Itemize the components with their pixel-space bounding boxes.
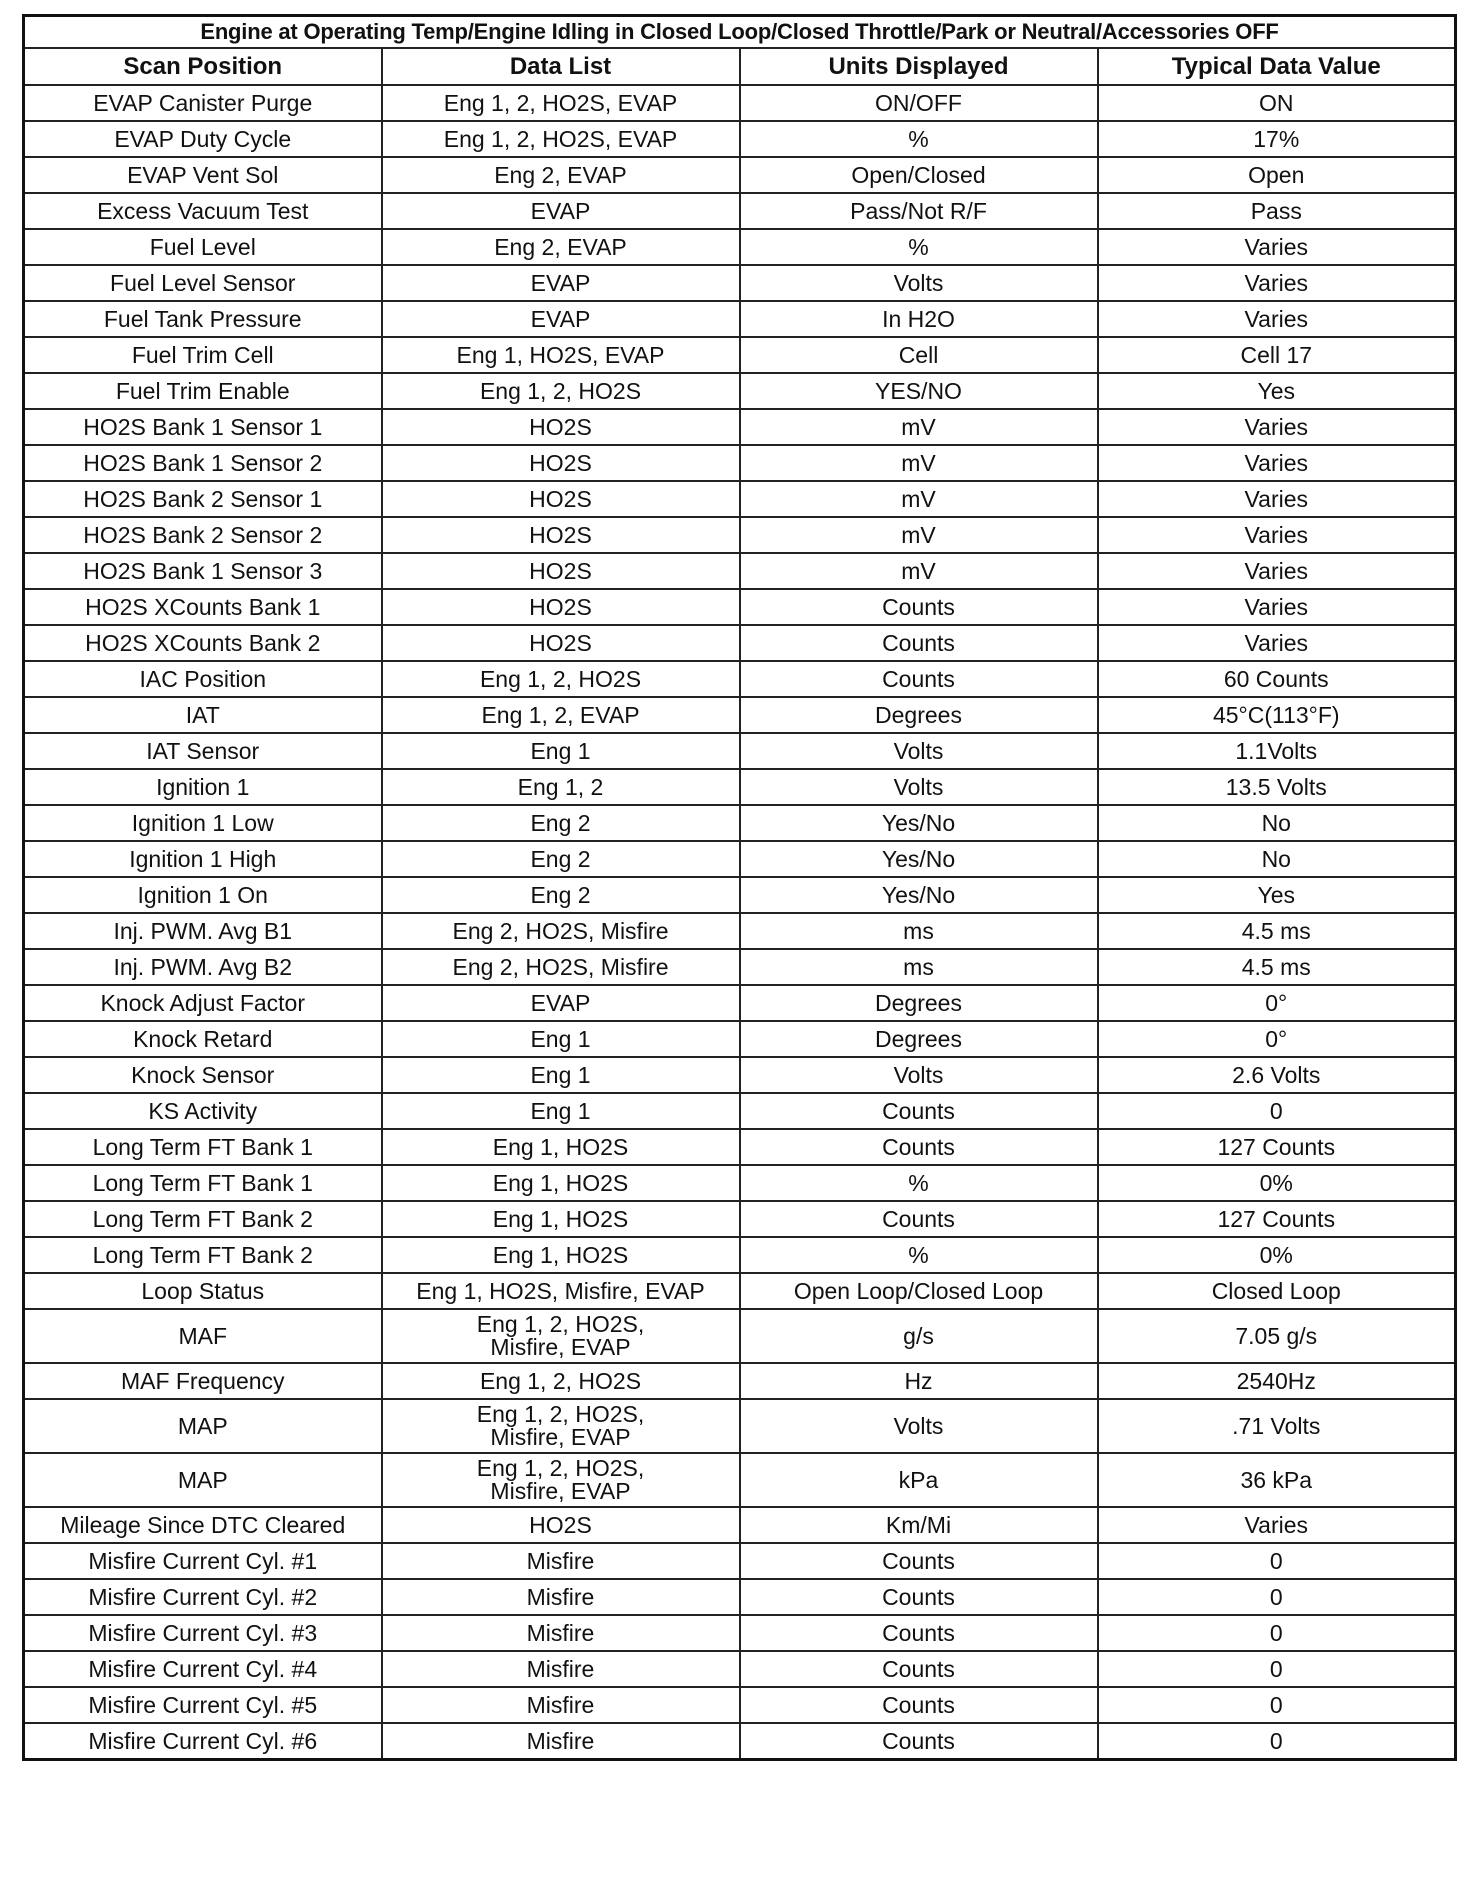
cell-scan-position: HO2S Bank 2 Sensor 1 (24, 481, 382, 517)
table-row (24, 1129, 1456, 1165)
cell-scan-position: KS Activity (24, 1093, 382, 1129)
cell-scan-position: MAF (24, 1309, 382, 1363)
cell-data-list: Eng 1 (382, 1021, 740, 1057)
table-row (24, 877, 1456, 913)
cell-scan-position: Misfire Current Cyl. #2 (24, 1579, 382, 1615)
table-title-row (24, 16, 1456, 49)
cell-typical-data-value: 127 Counts (1098, 1129, 1456, 1165)
cell-data-list: Eng 1 (382, 733, 740, 769)
document-page (22, 14, 1454, 1761)
cell-units-displayed: ms (740, 913, 1098, 949)
table-row (24, 697, 1456, 733)
cell-units-displayed: Counts (740, 1579, 1098, 1615)
cell-typical-data-value: Varies (1098, 409, 1456, 445)
cell-units-displayed: Yes/No (740, 841, 1098, 877)
cell-units-displayed: Cell (740, 337, 1098, 373)
cell-scan-position: Knock Sensor (24, 1057, 382, 1093)
cell-units-displayed: mV (740, 409, 1098, 445)
table-row (24, 1453, 1456, 1507)
table-row (24, 1237, 1456, 1273)
cell-typical-data-value: 0 (1098, 1093, 1456, 1129)
cell-typical-data-value: Varies (1098, 1507, 1456, 1543)
cell-scan-position: HO2S XCounts Bank 1 (24, 589, 382, 625)
cell-units-displayed: Open/Closed (740, 157, 1098, 193)
cell-data-list: Eng 1, HO2S (382, 1165, 740, 1201)
table-header-row (24, 48, 1456, 85)
cell-units-displayed: Degrees (740, 1021, 1098, 1057)
table-row (24, 1093, 1456, 1129)
cell-typical-data-value: 4.5 ms (1098, 913, 1456, 949)
cell-units-displayed: % (740, 1237, 1098, 1273)
cell-typical-data-value: Varies (1098, 445, 1456, 481)
cell-scan-position: Fuel Level Sensor (24, 265, 382, 301)
table-row (24, 985, 1456, 1021)
cell-typical-data-value: 2540Hz (1098, 1363, 1456, 1399)
table-row (24, 301, 1456, 337)
cell-units-displayed: % (740, 1165, 1098, 1201)
cell-data-list: Misfire (382, 1687, 740, 1723)
cell-scan-position: EVAP Vent Sol (24, 157, 382, 193)
cell-data-list: HO2S (382, 481, 740, 517)
cell-typical-data-value: Pass (1098, 193, 1456, 229)
cell-scan-position: HO2S Bank 1 Sensor 2 (24, 445, 382, 481)
table-row (24, 1309, 1456, 1363)
cell-scan-position: Misfire Current Cyl. #5 (24, 1687, 382, 1723)
cell-typical-data-value: Closed Loop (1098, 1273, 1456, 1309)
cell-typical-data-value: 13.5 Volts (1098, 769, 1456, 805)
cell-units-displayed: g/s (740, 1309, 1098, 1363)
cell-data-list: Eng 1, HO2S (382, 1201, 740, 1237)
table-row (24, 625, 1456, 661)
cell-typical-data-value: Varies (1098, 229, 1456, 265)
cell-units-displayed: kPa (740, 1453, 1098, 1507)
table-row (24, 1021, 1456, 1057)
cell-typical-data-value: 60 Counts (1098, 661, 1456, 697)
cell-units-displayed: ms (740, 949, 1098, 985)
cell-data-list: HO2S (382, 553, 740, 589)
cell-data-list: Eng 1 (382, 1093, 740, 1129)
table-title: Engine at Operating Temp/Engine Idling in Closed Loop/Closed Throttle/Park or Neutral/Accessories OFF (24, 16, 1456, 49)
table-row (24, 1057, 1456, 1093)
table-row (24, 589, 1456, 625)
cell-typical-data-value: Varies (1098, 301, 1456, 337)
scan-data-table (22, 14, 1457, 1761)
table-row (24, 373, 1456, 409)
cell-typical-data-value: 0 (1098, 1579, 1456, 1615)
cell-typical-data-value: Varies (1098, 265, 1456, 301)
cell-scan-position: Knock Retard (24, 1021, 382, 1057)
cell-typical-data-value: Varies (1098, 517, 1456, 553)
cell-data-list: Eng 1, HO2S (382, 1129, 740, 1165)
table-row (24, 481, 1456, 517)
table-row (24, 337, 1456, 373)
cell-data-list (382, 1453, 740, 1507)
cell-units-displayed: Volts (740, 733, 1098, 769)
cell-data-list: Eng 2 (382, 841, 740, 877)
cell-typical-data-value: 0 (1098, 1651, 1456, 1687)
cell-typical-data-value: Varies (1098, 625, 1456, 661)
table-row (24, 1507, 1456, 1543)
cell-scan-position: Long Term FT Bank 1 (24, 1165, 382, 1201)
cell-scan-position: Excess Vacuum Test (24, 193, 382, 229)
cell-units-displayed: Counts (740, 1615, 1098, 1651)
cell-scan-position: HO2S Bank 1 Sensor 1 (24, 409, 382, 445)
cell-data-list: Eng 1, 2, EVAP (382, 697, 740, 733)
table-row (24, 805, 1456, 841)
cell-scan-position: Misfire Current Cyl. #6 (24, 1723, 382, 1760)
data-list-line: Misfire, EVAP (490, 1478, 631, 1504)
cell-scan-position: Ignition 1 On (24, 877, 382, 913)
cell-typical-data-value: Varies (1098, 553, 1456, 589)
cell-typical-data-value: No (1098, 805, 1456, 841)
cell-typical-data-value: Open (1098, 157, 1456, 193)
table-body (24, 85, 1456, 1760)
data-list-line: Eng 1, 2, HO2S, (476, 1455, 645, 1481)
cell-data-list: Misfire (382, 1651, 740, 1687)
cell-units-displayed: mV (740, 445, 1098, 481)
cell-scan-position: Long Term FT Bank 2 (24, 1201, 382, 1237)
cell-units-displayed: mV (740, 553, 1098, 589)
cell-typical-data-value: Varies (1098, 481, 1456, 517)
cell-data-list: Eng 1, HO2S, EVAP (382, 337, 740, 373)
cell-typical-data-value: 7.05 g/s (1098, 1309, 1456, 1363)
table-row (24, 121, 1456, 157)
cell-units-displayed: Counts (740, 1723, 1098, 1760)
cell-data-list (382, 1309, 740, 1363)
cell-data-list: Eng 1, 2, HO2S, EVAP (382, 85, 740, 121)
cell-units-displayed: In H2O (740, 301, 1098, 337)
cell-units-displayed: Volts (740, 265, 1098, 301)
table-row (24, 553, 1456, 589)
table-row (24, 1723, 1456, 1760)
cell-data-list: EVAP (382, 985, 740, 1021)
cell-units-displayed: Volts (740, 1399, 1098, 1453)
cell-scan-position: Knock Adjust Factor (24, 985, 382, 1021)
cell-units-displayed: % (740, 121, 1098, 157)
cell-units-displayed: Degrees (740, 985, 1098, 1021)
table-row (24, 1201, 1456, 1237)
cell-scan-position: EVAP Canister Purge (24, 85, 382, 121)
table-row (24, 229, 1456, 265)
cell-units-displayed: Counts (740, 1201, 1098, 1237)
cell-units-displayed: Yes/No (740, 805, 1098, 841)
table-row (24, 733, 1456, 769)
cell-scan-position: Inj. PWM. Avg B1 (24, 913, 382, 949)
data-list-line: Eng 1, 2, HO2S, (476, 1311, 645, 1337)
cell-units-displayed: mV (740, 517, 1098, 553)
table-row (24, 841, 1456, 877)
cell-scan-position: Misfire Current Cyl. #3 (24, 1615, 382, 1651)
table-row (24, 409, 1456, 445)
cell-scan-position: HO2S Bank 2 Sensor 2 (24, 517, 382, 553)
cell-data-list: Eng 1, 2, HO2S (382, 661, 740, 697)
cell-typical-data-value: ON (1098, 85, 1456, 121)
cell-data-list: Eng 1, 2, HO2S (382, 373, 740, 409)
cell-scan-position: HO2S Bank 1 Sensor 3 (24, 553, 382, 589)
cell-data-list: Eng 1, HO2S, Misfire, EVAP (382, 1273, 740, 1309)
table-row (24, 265, 1456, 301)
cell-typical-data-value: Cell 17 (1098, 337, 1456, 373)
table-row (24, 85, 1456, 121)
header-typical-data-value: Typical Data Value (1098, 48, 1456, 85)
cell-data-list: HO2S (382, 445, 740, 481)
data-list-line: Misfire, EVAP (490, 1424, 631, 1450)
table-row (24, 445, 1456, 481)
cell-typical-data-value: 0 (1098, 1723, 1456, 1760)
cell-data-list: Eng 1, 2, HO2S, EVAP (382, 121, 740, 157)
cell-typical-data-value: 0° (1098, 1021, 1456, 1057)
table-row (24, 157, 1456, 193)
cell-typical-data-value: 36 kPa (1098, 1453, 1456, 1507)
cell-units-displayed: Counts (740, 661, 1098, 697)
cell-scan-position: MAP (24, 1453, 382, 1507)
cell-units-displayed: ON/OFF (740, 85, 1098, 121)
cell-scan-position: MAP (24, 1399, 382, 1453)
table-row (24, 1651, 1456, 1687)
header-scan-position: Scan Position (24, 48, 382, 85)
cell-data-list: Eng 2 (382, 805, 740, 841)
cell-units-displayed: Yes/No (740, 877, 1098, 913)
cell-data-list: Eng 1, HO2S (382, 1237, 740, 1273)
cell-typical-data-value: 127 Counts (1098, 1201, 1456, 1237)
cell-data-list: Eng 2, HO2S, Misfire (382, 913, 740, 949)
cell-units-displayed: Hz (740, 1363, 1098, 1399)
cell-data-list: Eng 2, EVAP (382, 157, 740, 193)
data-list-line: Eng 1, 2, HO2S, (476, 1401, 645, 1427)
cell-typical-data-value: 1.1Volts (1098, 733, 1456, 769)
cell-scan-position: Mileage Since DTC Cleared (24, 1507, 382, 1543)
cell-units-displayed: Counts (740, 1687, 1098, 1723)
cell-data-list: Eng 1, 2 (382, 769, 740, 805)
cell-scan-position: IAT (24, 697, 382, 733)
cell-scan-position: Fuel Trim Enable (24, 373, 382, 409)
cell-scan-position: Fuel Tank Pressure (24, 301, 382, 337)
cell-units-displayed: Counts (740, 1129, 1098, 1165)
cell-units-displayed: Km/Mi (740, 1507, 1098, 1543)
cell-data-list: Eng 1, 2, HO2S (382, 1363, 740, 1399)
cell-scan-position: Misfire Current Cyl. #1 (24, 1543, 382, 1579)
cell-units-displayed: Counts (740, 625, 1098, 661)
cell-units-displayed: Open Loop/Closed Loop (740, 1273, 1098, 1309)
cell-scan-position: Fuel Trim Cell (24, 337, 382, 373)
table-row (24, 1615, 1456, 1651)
cell-data-list: HO2S (382, 589, 740, 625)
cell-scan-position: EVAP Duty Cycle (24, 121, 382, 157)
cell-data-list: Misfire (382, 1579, 740, 1615)
cell-data-list: Eng 2 (382, 877, 740, 913)
cell-scan-position: Long Term FT Bank 1 (24, 1129, 382, 1165)
cell-units-displayed: Degrees (740, 697, 1098, 733)
cell-units-displayed: % (740, 229, 1098, 265)
cell-scan-position: Ignition 1 High (24, 841, 382, 877)
table-row (24, 517, 1456, 553)
table-row (24, 1363, 1456, 1399)
cell-data-list: EVAP (382, 193, 740, 229)
table-row (24, 661, 1456, 697)
cell-typical-data-value: 0 (1098, 1615, 1456, 1651)
cell-data-list: Misfire (382, 1543, 740, 1579)
table-row (24, 1579, 1456, 1615)
cell-typical-data-value: 0% (1098, 1237, 1456, 1273)
cell-data-list: HO2S (382, 1507, 740, 1543)
cell-scan-position: MAF Frequency (24, 1363, 382, 1399)
table-row (24, 1687, 1456, 1723)
cell-typical-data-value: Yes (1098, 373, 1456, 409)
table-row (24, 1165, 1456, 1201)
table-row (24, 949, 1456, 985)
table-row (24, 1273, 1456, 1309)
cell-units-displayed: Volts (740, 1057, 1098, 1093)
cell-units-displayed: Counts (740, 1543, 1098, 1579)
cell-scan-position: Inj. PWM. Avg B2 (24, 949, 382, 985)
cell-data-list: Eng 2, EVAP (382, 229, 740, 265)
cell-units-displayed: Counts (740, 1651, 1098, 1687)
cell-scan-position: Misfire Current Cyl. #4 (24, 1651, 382, 1687)
data-list-line: Misfire, EVAP (490, 1334, 631, 1360)
cell-typical-data-value: 0° (1098, 985, 1456, 1021)
cell-scan-position: Ignition 1 (24, 769, 382, 805)
cell-units-displayed: Counts (740, 589, 1098, 625)
cell-data-list: Misfire (382, 1615, 740, 1651)
cell-data-list: Misfire (382, 1723, 740, 1760)
cell-units-displayed: Pass/Not R/F (740, 193, 1098, 229)
cell-typical-data-value: Yes (1098, 877, 1456, 913)
cell-scan-position: IAC Position (24, 661, 382, 697)
header-units-displayed: Units Displayed (740, 48, 1098, 85)
cell-data-list: HO2S (382, 625, 740, 661)
cell-scan-position: HO2S XCounts Bank 2 (24, 625, 382, 661)
cell-typical-data-value: 45°C(113°F) (1098, 697, 1456, 733)
cell-data-list: EVAP (382, 301, 740, 337)
cell-data-list: HO2S (382, 409, 740, 445)
cell-scan-position: Long Term FT Bank 2 (24, 1237, 382, 1273)
table-row (24, 913, 1456, 949)
header-data-list: Data List (382, 48, 740, 85)
cell-typical-data-value: 4.5 ms (1098, 949, 1456, 985)
cell-units-displayed: Counts (740, 1093, 1098, 1129)
table-row (24, 1399, 1456, 1453)
cell-typical-data-value: No (1098, 841, 1456, 877)
cell-scan-position: Ignition 1 Low (24, 805, 382, 841)
cell-typical-data-value: .71 Volts (1098, 1399, 1456, 1453)
cell-data-list: Eng 2, HO2S, Misfire (382, 949, 740, 985)
cell-typical-data-value: 0% (1098, 1165, 1456, 1201)
cell-data-list: EVAP (382, 265, 740, 301)
cell-typical-data-value: 0 (1098, 1687, 1456, 1723)
table-row (24, 193, 1456, 229)
cell-scan-position: Fuel Level (24, 229, 382, 265)
cell-typical-data-value: 17% (1098, 121, 1456, 157)
cell-typical-data-value: 0 (1098, 1543, 1456, 1579)
cell-scan-position: Loop Status (24, 1273, 382, 1309)
cell-units-displayed: mV (740, 481, 1098, 517)
table-row (24, 1543, 1456, 1579)
cell-data-list: HO2S (382, 517, 740, 553)
cell-data-list: Eng 1 (382, 1057, 740, 1093)
cell-data-list (382, 1399, 740, 1453)
cell-scan-position: IAT Sensor (24, 733, 382, 769)
cell-typical-data-value: 2.6 Volts (1098, 1057, 1456, 1093)
cell-typical-data-value: Varies (1098, 589, 1456, 625)
table-row (24, 769, 1456, 805)
cell-units-displayed: YES/NO (740, 373, 1098, 409)
cell-units-displayed: Volts (740, 769, 1098, 805)
